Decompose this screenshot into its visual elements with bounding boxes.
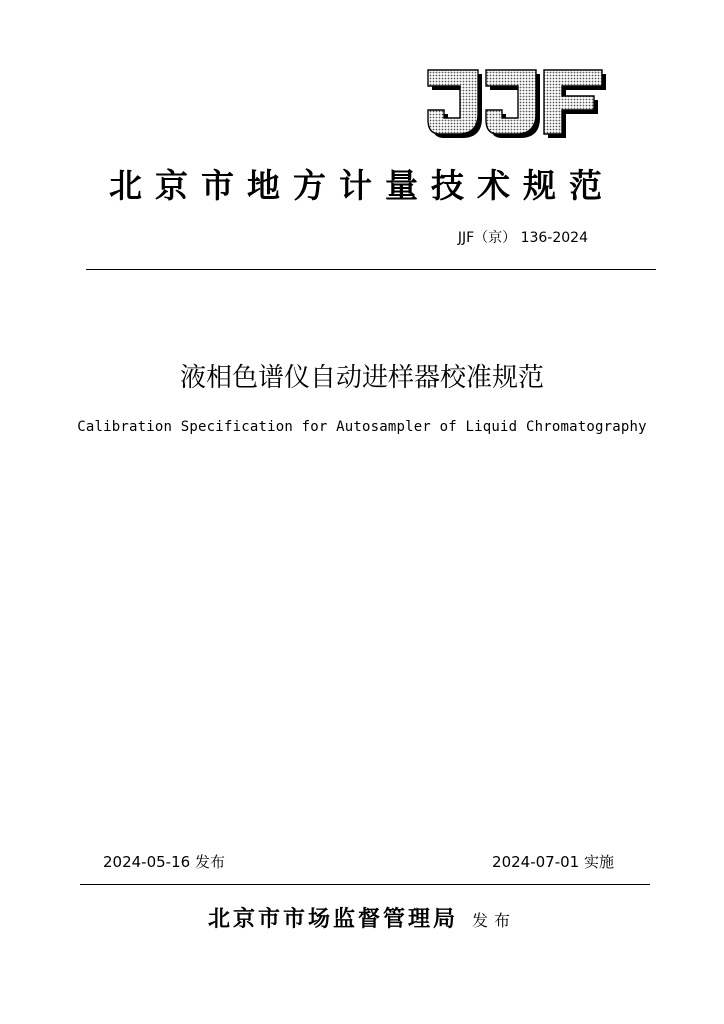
document-title-english: Calibration Specification for Autosampler of Liquid Chromatography bbox=[77, 419, 647, 435]
issue-date: 2024-05-16 发布 bbox=[103, 853, 225, 871]
document-title-chinese: 液相色谱仪自动进样器校准规范 bbox=[179, 363, 544, 393]
top-divider bbox=[86, 269, 656, 270]
standard-series-title: 北京市地方计量技术规范 bbox=[109, 166, 615, 205]
issuer-name: 北京市市场监督管理局 bbox=[207, 906, 458, 932]
bottom-divider bbox=[80, 884, 650, 885]
issuer-line bbox=[0, 902, 724, 938]
jjf-logo bbox=[426, 68, 606, 140]
effective-date: 2024-07-01 实施 bbox=[492, 853, 614, 871]
issuer-action: 发布 bbox=[472, 911, 517, 930]
standard-code: JJF（京） 136-2024 bbox=[457, 230, 588, 246]
